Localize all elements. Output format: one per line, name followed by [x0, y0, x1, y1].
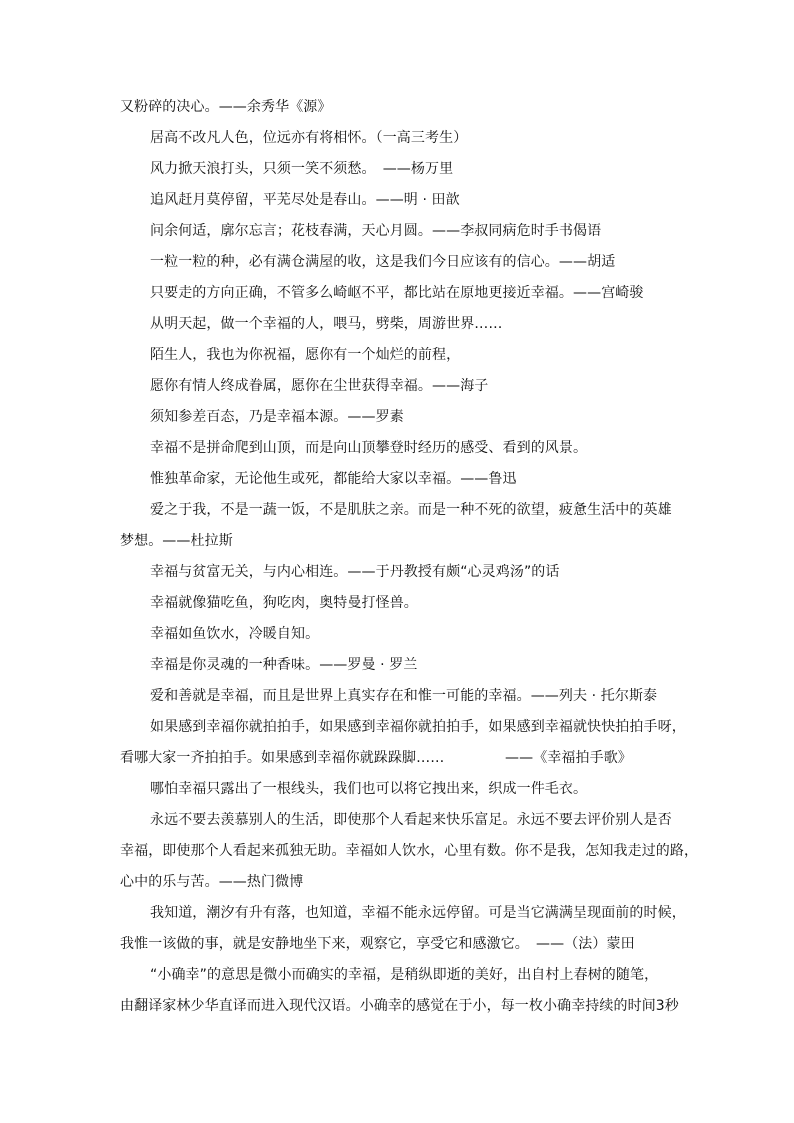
text-line: 爱之于我，不是一蔬一饭，不是肌肤之亲。而是一种不死的欲望，疲惫生活中的英雄 [150, 502, 672, 518]
text-line-attribution: ——《幸福拍手歌》 [505, 750, 632, 766]
text-line: 风力掀天浪打头，只须一笑不须愁。 ——杨万里 [150, 161, 454, 177]
text-line: 又粉碎的决心。——余秀华《源》 [120, 99, 332, 115]
text-line: 幸福是你灵魂的一种香味。——罗曼 · 罗兰 [150, 657, 418, 673]
text-line: 从明天起，做一个幸福的人，喂马，劈柴，周游世界…… [150, 316, 503, 332]
text-line: 须知参差百态，乃是幸福本源。——罗素 [150, 409, 404, 425]
text-line: 惟独革命家，无论他生或死，都能给大家以幸福。——鲁迅 [150, 471, 517, 487]
text-line: 陌生人，我也为你祝福，愿你有一个灿烂的前程， [150, 347, 461, 363]
text-line: 由翻译家林少华直译而进入现代汉语。小确幸的感觉在于小，每一枚小确幸持续的时间3秒 [120, 998, 679, 1014]
text-line: 永远不要去羡慕别人的生活，即使那个人看起来快乐富足。永远不要去评价别人是否 [150, 812, 672, 828]
text-line: 心中的乐与苦。——热门微博 [120, 874, 304, 890]
text-line: 幸福，即使那个人看起来孤独无助。幸福如人饮水，心里有数。你不是我，怎知我走过的路， [120, 843, 699, 859]
text-line: 爱和善就是幸福，而且是世界上真实存在和惟一可能的幸福。——列夫 · 托尔斯泰 [150, 688, 658, 704]
text-line: 问余何适，廓尔忘言；花枝春满，天心月圆。——李叔同病危时手书偈语 [150, 223, 602, 239]
text-line: 我知道，潮汐有升有落，也知道，幸福不能永远停留。可是当它满满呈现面前的时候， [150, 905, 686, 921]
text-line: 幸福就像猫吃鱼，狗吃肉，奥特曼打怪兽。 [150, 595, 418, 611]
text-line: 梦想。——杜拉斯 [120, 533, 233, 549]
text-line: 幸福如鱼饮水，冷暖自知。 [150, 626, 320, 642]
text-line: 幸福不是拼命爬到山顶，而是向山顶攀登时经历的感受、看到的风景。 [150, 440, 588, 456]
text-line: 居高不改凡人色，位远亦有将相怀。（一高三考生） [150, 130, 468, 146]
text-line: 愿你有情人终成眷属，愿你在尘世获得幸福。——海子 [150, 378, 489, 394]
text-line: 只要走的方向正确，不管多么崎岖不平，都比站在原地更接近幸福。——宫崎骏 [150, 285, 644, 301]
text-line: 一粒一粒的种，必有满仓满屋的收，这是我们今日应该有的信心。——胡适 [150, 254, 616, 270]
text-line: 如果感到幸福你就拍拍手，如果感到幸福你就拍拍手，如果感到幸福就快快拍拍手呀， [150, 719, 686, 735]
text-line: 追风赶月莫停留，平芜尽处是春山。——明 · 田歆 [150, 192, 460, 208]
text-line: 看哪大家一齐拍拍手。如果感到幸福你就跺跺脚…… [120, 750, 445, 766]
text-line: 幸福与贫富无关，与内心相连。——于丹教授有颇“心灵鸡汤”的话 [150, 564, 560, 580]
text-line: 哪怕幸福只露出了一根线头，我们也可以将它拽出来，织成一件毛衣。 [150, 781, 588, 797]
text-line: 我惟一该做的事，就是安静地坐下来，观察它，享受它和感激它。 ——（法）蒙田 [120, 936, 635, 952]
text-line: “小确幸”的意思是微小而确实的幸福，是稍纵即逝的美好，出自村上春树的随笔， [150, 967, 659, 983]
